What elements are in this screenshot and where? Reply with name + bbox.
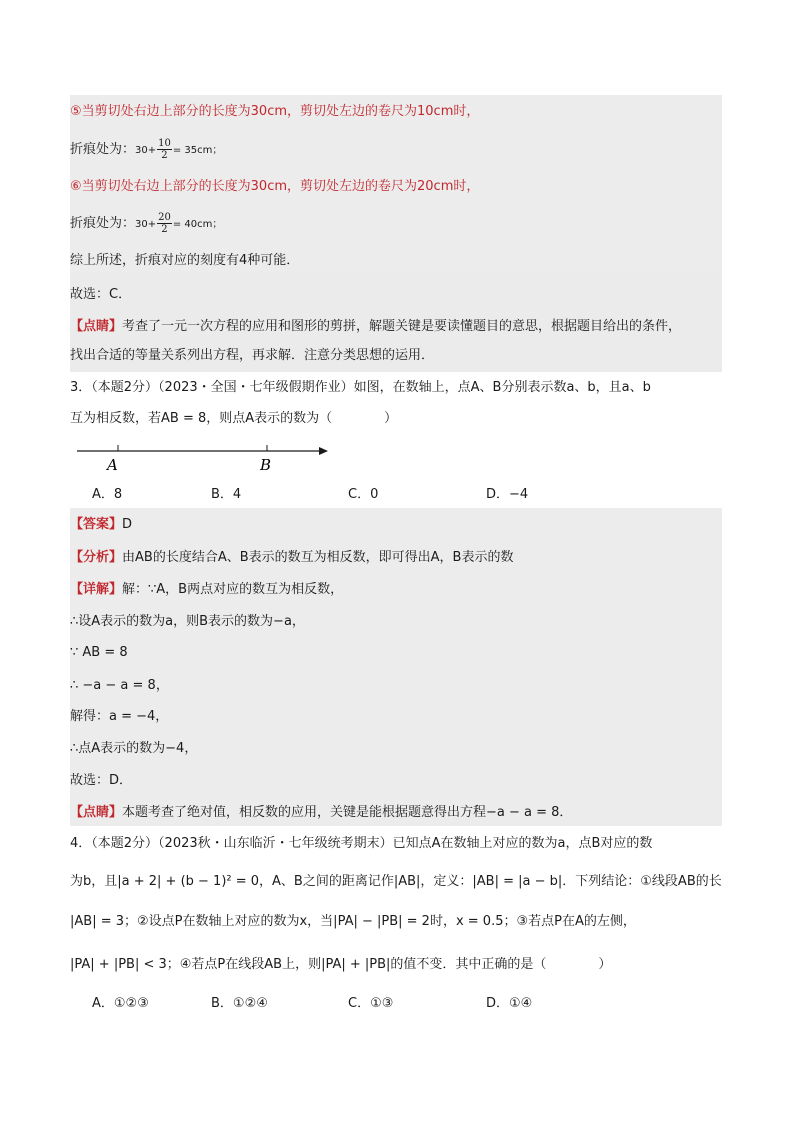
detail-line-4: ∴ −a − a = 8， [70, 678, 169, 693]
analysis-tag: 【分析】 [70, 550, 123, 565]
detail-line-3: ∵ AB = 8 [70, 645, 128, 660]
case-5-expr: 30+ [135, 145, 157, 156]
detail-line-1: 解：∵A，B两点对应的数互为相反数， [122, 582, 344, 597]
point-a-label: A [107, 456, 118, 474]
case-5-text: ⑤当剪切处右边上部分的长度为30cm，剪切处左边的卷尺为10cm时， [70, 104, 480, 119]
q4-option-b[interactable]: B．①②④ [211, 996, 268, 1011]
detail-line-2: ∴设A表示的数为a，则B表示的数为−a， [70, 614, 305, 629]
case-6-denominator: 2 [161, 224, 168, 235]
q4-option-d[interactable]: D．①④ [486, 996, 533, 1011]
case-5-fraction [157, 138, 172, 161]
q4-option-c[interactable]: C．①③ [348, 996, 394, 1011]
answer-tag: 【答案】 [70, 517, 123, 532]
detail-line-6: ∴点A表示的数为−4， [70, 741, 198, 756]
case-6-fold-line [70, 210, 222, 238]
case-6-result: = 40cm； [172, 219, 223, 230]
case-6-numerator: 20 [158, 212, 171, 223]
q4-line-3: |AB| = 3；②设点P在数轴上对应的数为x，当|PA| − |PB| = 2时，x = 0.5；③若点P在A的左侧， [70, 914, 636, 929]
q3-option-c[interactable]: C．0 [348, 487, 379, 502]
q3-tip-text: 本题考查了绝对值，相反数的应用，关键是能根据题意得出方程−a − a = 8． [122, 805, 573, 820]
tip-line-1: 考查了一元一次方程的应用和图形的剪拼，解题关键是要读懂题目的意思，根据题目给出的条件， [122, 319, 682, 334]
q3-analysis [70, 548, 513, 568]
q3-stem-line-2: 互为相反数，若AB = 8，则点A表示的数为（ ） [70, 411, 398, 426]
q3-detail [70, 580, 343, 600]
detail-tag: 【详解】 [70, 582, 123, 597]
detail-line-7: 故选：D． [70, 773, 133, 788]
case-5-denominator: 2 [161, 150, 168, 161]
case-5-fold-label: 折痕处为： [70, 142, 136, 157]
case-5-fold-line [70, 136, 222, 164]
q4-line-4: |PA| + |PB| < 3；④若点P在线段AB上，则|PA| + |PB|的值不变．其中正确的是（ ） [70, 957, 612, 972]
number-line-figure [74, 440, 334, 476]
q3-tip-tag: 【点睛】 [70, 805, 123, 820]
case-5-result: = 35cm； [172, 145, 223, 156]
case-6-fraction [157, 212, 172, 235]
tip-line-2: 找出合适的等量关系列出方程，再求解．注意分类思想的运用． [70, 348, 435, 363]
answer-value: D [122, 517, 133, 532]
case-6-fold-label: 折痕处为： [70, 216, 136, 231]
tip-paragraph [70, 317, 681, 337]
q4-line-2: 为b，且|a + 2| + (b − 1)² = 0，A、B之间的距离记作|AB|，定义：|AB| = |a − b|．下列结论：①线段AB的长 [70, 874, 722, 889]
choose-answer: 故选：C． [70, 287, 132, 302]
detail-line-5: 解得：a = −4， [70, 709, 169, 724]
case-5-numerator: 10 [158, 138, 171, 149]
q4-line-1: 4．（本题2分）（2023秋・山东临沂・七年级统考期末）已知点A在数轴上对应的数为a，点B对应的数 [70, 836, 653, 851]
point-b-label: B [260, 456, 272, 474]
q3-option-b[interactable]: B．4 [211, 487, 242, 502]
tip-tag: 【点睛】 [70, 319, 123, 334]
q3-answer [70, 515, 132, 535]
analysis-text: 由AB的长度结合A、B表示的数互为相反数，即可得出A，B表示的数 [122, 550, 514, 565]
q3-stem-line-1: 3．（本题2分）（2023・全国・七年级假期作业）如图，在数轴上，点A、B分别表示数a、b，且a、b [70, 380, 651, 395]
case-6-text: ⑥当剪切处右边上部分的长度为30cm，剪切处左边的卷尺为20cm时， [70, 179, 480, 194]
q3-tip [70, 803, 572, 823]
case-6-expr: 30+ [135, 219, 157, 230]
q3-option-a[interactable]: A．8 [92, 487, 123, 502]
number-line-arrow [319, 447, 328, 455]
summary-text: 综上所述，折痕对应的刻度有4种可能． [70, 253, 300, 268]
q3-option-d[interactable]: D．−4 [486, 487, 529, 502]
q4-option-a[interactable]: A．①②③ [92, 996, 149, 1011]
